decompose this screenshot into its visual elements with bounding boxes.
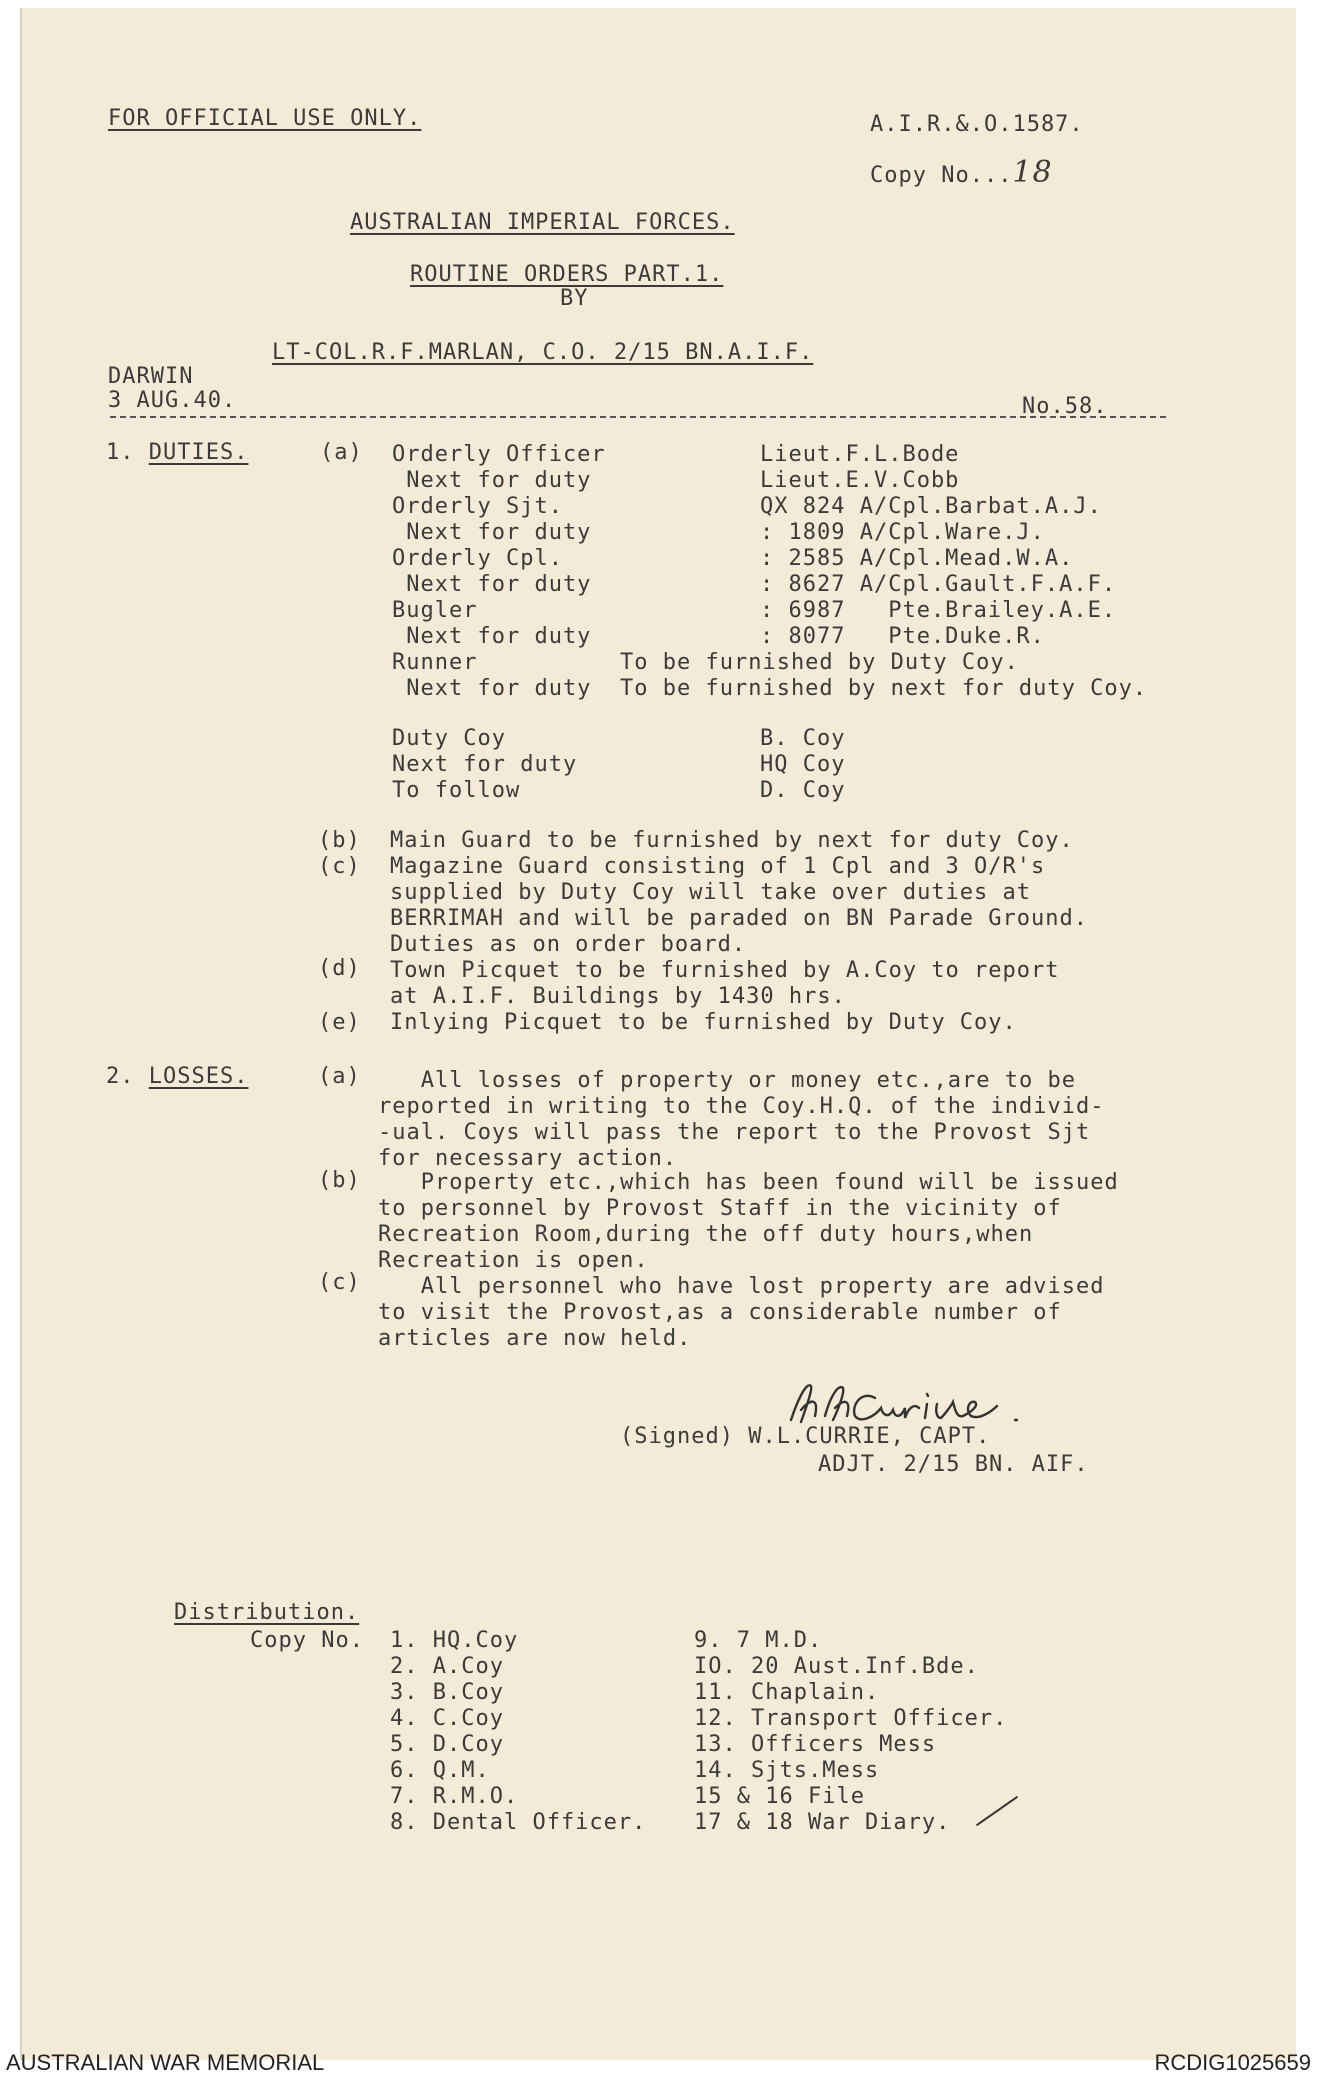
footer-institution: AUSTRALIAN WAR MEMORIAL [6,2050,325,2075]
force-title: AUSTRALIAN IMPERIAL FORCES. [350,210,735,235]
para-label: (b) [318,828,361,853]
para-label: (c) [318,854,361,879]
place: DARWIN [108,364,194,389]
classification: FOR OFFICIAL USE ONLY. [108,106,422,131]
distribution-item: 3. B.Coy [390,1680,504,1705]
distribution-item: IO. 20 Aust.Inf.Bde. [694,1654,979,1679]
para-label: (e) [318,1010,361,1035]
para-text: Main Guard to be furnished by next for duty Coy. [390,828,1074,853]
order-reference: A.I.R.&.O.1587. [870,112,1084,137]
signed-by: (Signed) W.L.CURRIE, CAPT. [620,1424,991,1449]
distribution-item: 4. C.Coy [390,1706,504,1731]
duty-role: Next for duty [392,520,592,545]
para-text: Magazine Guard consisting of 1 Cpl and 3 O/R's [390,854,1046,879]
copy-number: Copy No...18 [870,155,1053,190]
para-text: supplied by Duty Coy will take over duties at [390,880,1032,905]
coy-name: HQ Coy [760,752,846,777]
duty-person: To be furnished by next for duty Coy. [620,676,1148,701]
para-text: All personnel who have lost property are advised [378,1274,1105,1299]
coy-role: Next for duty [392,752,578,777]
duty-person: Lieut.E.V.Cobb [760,468,960,493]
duty-role: Next for duty [392,624,592,649]
commanding-officer: LT-COL.R.F.MARLAN, C.O. 2/15 BN.A.I.F. [272,340,814,365]
para-text: to visit the Provost,as a considerable number of [378,1300,1062,1325]
para-text: to personnel by Provost Staff in the vicinity of [378,1196,1062,1221]
distribution-item: 9. 7 M.D. [694,1628,823,1653]
divider [110,416,1166,418]
by-line: BY [560,286,589,311]
para-text: Recreation is open. [378,1248,649,1273]
distribution-item: 5. D.Coy [390,1732,504,1757]
coy-role: Duty Coy [392,726,506,751]
para-label: (d) [318,956,361,981]
para-text: BERRIMAH and will be paraded on BN Parade Ground. [390,906,1089,931]
para-text: for necessary action. [378,1146,678,1171]
duty-person: : 2585 A/Cpl.Mead.W.A. [760,546,1074,571]
distribution-item: 7. R.M.O. [390,1784,519,1809]
coy-name: B. Coy [760,726,846,751]
duty-person: Lieut.F.L.Bode [760,442,960,467]
duty-role: Orderly Cpl. [392,546,563,571]
distribution-heading: Distribution. [174,1600,360,1625]
duty-person: : 1809 A/Cpl.Ware.J. [760,520,1045,545]
order-number: No.58. [1022,394,1108,419]
para-text: reported in writing to the Coy.H.Q. of the individ- [378,1094,1105,1119]
distribution-item: 2. A.Coy [390,1654,504,1679]
para-text: articles are now held. [378,1326,692,1351]
duty-role: Next for duty [392,676,592,701]
signatory-appointment: ADJT. 2/15 BN. AIF. [818,1452,1089,1477]
distribution-item: 8. Dental Officer. [390,1810,647,1835]
section-losses-heading: 2. LOSSES. [106,1064,249,1089]
duty-role: Bugler [392,598,478,623]
distribution-item: 15 & 16 File [694,1784,865,1809]
duty-person: QX 824 A/Cpl.Barbat.A.J. [760,494,1102,519]
para-text: Inlying Picquet to be furnished by Duty Coy. [390,1010,1017,1035]
para-text: Duties as on order board. [390,932,747,957]
para-text: -ual. Coys will pass the report to the Provost Sjt [378,1120,1091,1145]
coy-role: To follow [392,778,521,803]
distribution-item: 1. HQ.Coy [390,1628,519,1653]
duty-person: To be furnished by Duty Coy. [620,650,1019,675]
para-label: (c) [318,1270,361,1295]
section-duties-heading: 1. DUTIES. [106,440,249,465]
distribution-item: 11. Chaplain. [694,1680,880,1705]
para-text: All losses of property or money etc.,are to be [378,1068,1077,1093]
duty-role: Orderly Sjt. [392,494,563,519]
para-text: Property etc.,which has been found will be issued [378,1170,1119,1195]
duty-role: Orderly Officer [392,442,606,467]
para-text: Town Picquet to be furnished by A.Coy to report [390,958,1060,983]
distribution-item: 17 & 18 War Diary. [694,1810,951,1835]
distribution-item: 14. Sjts.Mess [694,1758,880,1783]
footer-catalogue-id: RCDIG1025659 [1154,2050,1311,2075]
para-label: (b) [318,1168,361,1193]
duty-person: : 8077 Pte.Duke.R. [760,624,1045,649]
para-text: at A.I.F. Buildings by 1430 hrs. [390,984,846,1009]
coy-name: D. Coy [760,778,846,803]
orders-title: ROUTINE ORDERS PART.1. [410,262,724,287]
duty-role: Next for duty [392,468,592,493]
distribution-item: 13. Officers Mess [694,1732,937,1757]
para-text: Recreation Room,during the off duty hours,when [378,1222,1034,1247]
distribution-item: 6. Q.M. [390,1758,490,1783]
distribution-item: 12. Transport Officer. [694,1706,1008,1731]
duty-person: : 8627 A/Cpl.Gault.F.A.F. [760,572,1117,597]
duty-role: Next for duty [392,572,592,597]
distribution-copy-label: Copy No. [250,1628,364,1653]
duty-role: Runner [392,650,478,675]
para-a-label: (a) [320,440,363,465]
duty-person: : 6987 Pte.Brailey.A.E. [760,598,1117,623]
date: 3 AUG.40. [108,388,237,413]
para-label: (a) [318,1064,361,1089]
